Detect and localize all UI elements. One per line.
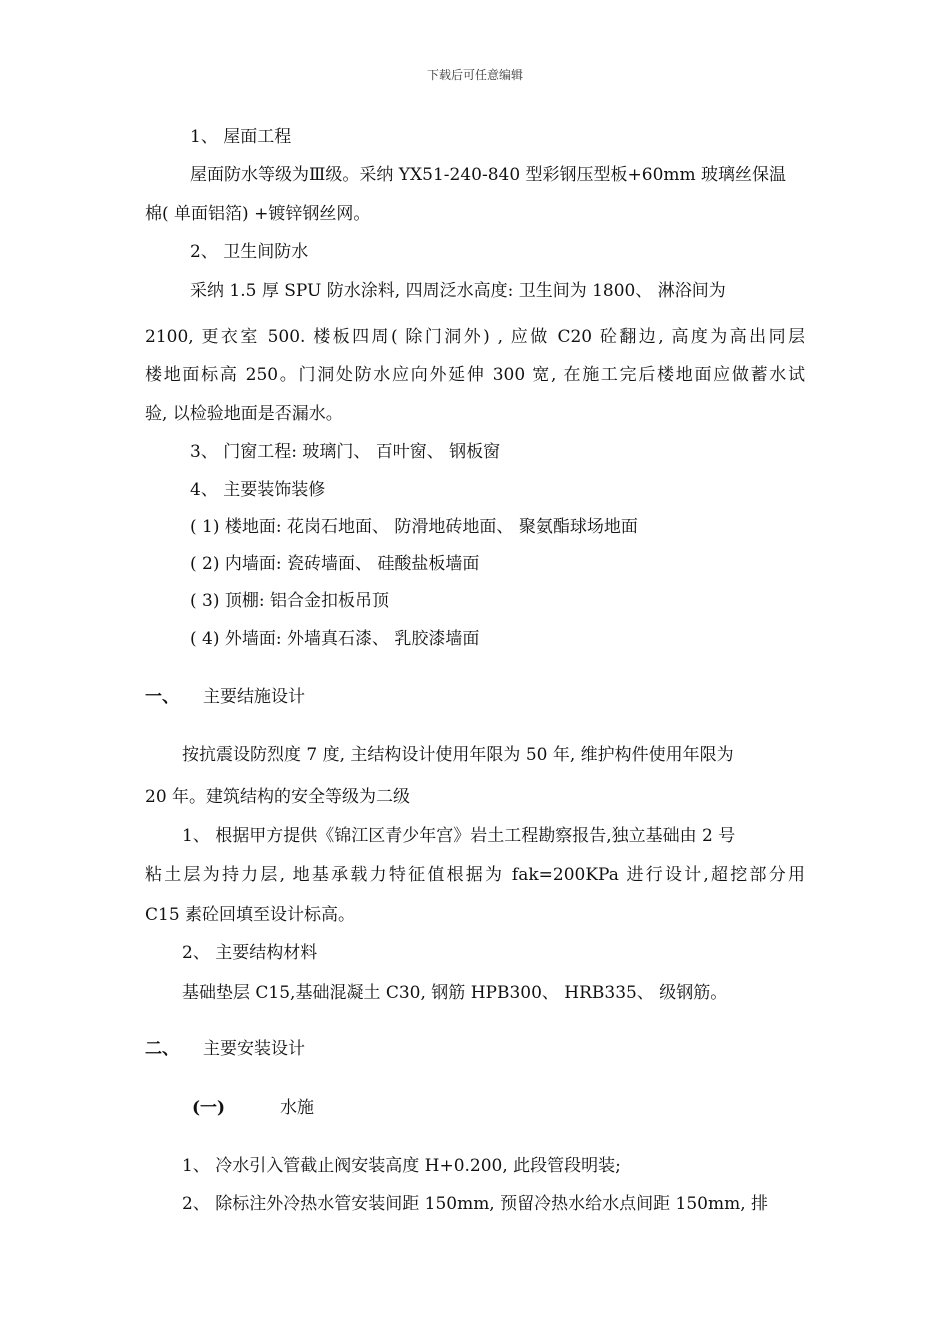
install-section-heading [145,1038,305,1060]
bathroom-paragraph-line: 验, 以检验地面是否漏水。 [145,404,343,424]
decoration-item: ( 4) 外墙面: 外墙真石漆、 乳胶漆墙面 [190,629,480,649]
subsection-title: 水施 [280,1098,314,1118]
roof-paragraph-line: 棉( 单面铝箔) +镀锌钢丝网。 [145,204,371,224]
structure-item-line: C15 素砼回填至设计标高。 [145,905,356,925]
structure-paragraph-line: 按抗震设防烈度 7 度, 主结构设计使用年限为 50 年, 维护构件使用年限为 [182,745,734,765]
structure-item-heading: 2、 主要结构材料 [182,943,318,963]
subsection-number: (一) [192,1098,226,1118]
decoration-item: ( 2) 内墙面: 瓷砖墙面、 硅酸盐板墙面 [190,554,480,574]
roof-heading: 1、 屋面工程 [190,127,292,147]
bathroom-paragraph-line: 楼地面标高 250。门洞处防水应向外延伸 300 宽, 在施工完后楼地面应做蓄水试 [145,365,805,385]
page-header: 下载后可任意编辑 [426,68,523,82]
install-subsection-heading [192,1097,314,1119]
section-number: 一、 [145,687,179,707]
bathroom-paragraph-line: 2100, 更衣室 500. 楼板四周( 除门洞外) , 应做 C20 砼翻边, 高度为高出同层 [145,327,805,347]
structure-paragraph-line: 20 年。建筑结构的安全等级为二级 [145,787,411,807]
section-title: 主要安装设计 [203,1039,305,1059]
decoration-item: ( 3) 顶棚: 铝合金扣板吊顶 [190,591,390,611]
structure-item-line: 基础垫层 C15,基础混凝土 C30, 钢筋 HPB300、 HRB335、 级钢筋。 [182,983,728,1003]
section-number: 二、 [145,1039,179,1059]
structure-item-line: 粘土层为持力层, 地基承载力特征值根据为 fak=200KPa 进行设计,超挖部分用 [145,865,805,885]
roof-paragraph-line: 屋面防水等级为Ⅲ级。采纳 YX51-240-840 型彩钢压型板+60mm 玻璃丝保温 [190,165,787,185]
decoration-heading: 4、 主要装饰装修 [190,480,326,500]
decoration-item: ( 1) 楼地面: 花岗石地面、 防滑地砖地面、 聚氨酯球场地面 [190,517,638,537]
structure-section-heading [145,686,305,708]
install-item-line: 1、 冷水引入管截止阀安装高度 H+0.200, 此段管段明装; [182,1156,621,1176]
bathroom-paragraph-line: 采纳 1.5 厚 SPU 防水涂料, 四周泛水高度: 卫生间为 1800、 淋浴间为 [190,281,726,301]
bathroom-heading: 2、 卫生间防水 [190,242,309,262]
structure-item-line: 1、 根据甲方提供《锦江区青少年宫》岩土工程勘察报告,独立基础由 2 号 [182,826,736,846]
doors-windows-line: 3、 门窗工程: 玻璃门、 百叶窗、 钢板窗 [190,442,501,462]
section-title: 主要结施设计 [203,687,305,707]
install-item-line: 2、 除标注外冷热水管安装间距 150mm, 预留冷热水给水点间距 150mm, 排 [182,1194,769,1214]
